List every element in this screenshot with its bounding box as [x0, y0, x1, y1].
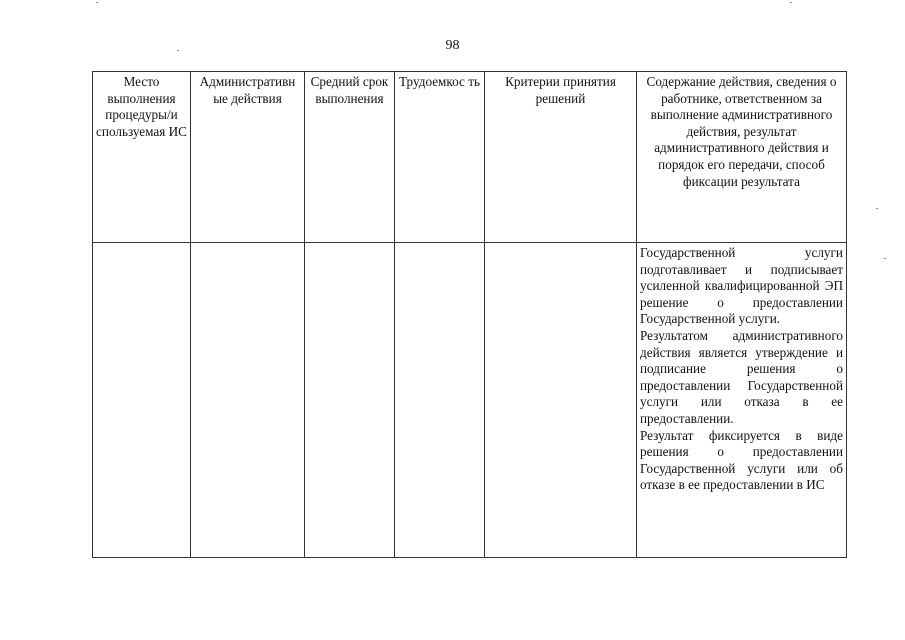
page-number: 98	[445, 38, 460, 53]
header-criteria: Критерии принятия решений	[485, 72, 637, 243]
header-admin-actions: Административн ые действия	[191, 72, 305, 243]
scan-speck	[876, 208, 878, 209]
content-paragraph: Результатом административного действия является утверждение и подписание решения о предоставлении Государственной услуги или отказа в ее предоставлении.	[640, 327, 843, 426]
cell-place	[93, 243, 191, 558]
cell-avg-time	[305, 243, 395, 558]
cell-labor	[395, 243, 485, 558]
header-avg-time: Средний срок выполнения	[305, 72, 395, 243]
header-labor: Трудоемкос ть	[395, 72, 485, 243]
cell-criteria	[485, 243, 637, 558]
header-content: Содержание действия, сведения о работнике, ответственном за выполнение административного действия, результат административного действия и порядок его передачи, способ фиксации результата	[637, 72, 847, 243]
scan-speck	[96, 2, 98, 3]
procedure-table	[92, 71, 847, 558]
scan-speck	[790, 2, 792, 3]
cell-admin-actions	[191, 243, 305, 558]
cell-content	[637, 243, 847, 558]
content-paragraph: Государственной услуги подготавливает и подписывает усиленной квалифицированной ЭП решение о предоставлении Государственной услуги.	[640, 245, 843, 327]
table-header-row	[93, 72, 847, 243]
header-place: Место выполнения процедуры/и спользуемая ИС	[93, 72, 191, 243]
content-paragraph: Результат фиксируется в виде решения о предоставлении Государственной услуги или об отказе в ее предоставлении в ИС	[640, 427, 843, 493]
scan-speck	[177, 50, 179, 51]
scan-speck	[884, 258, 886, 259]
table-row	[93, 243, 847, 558]
